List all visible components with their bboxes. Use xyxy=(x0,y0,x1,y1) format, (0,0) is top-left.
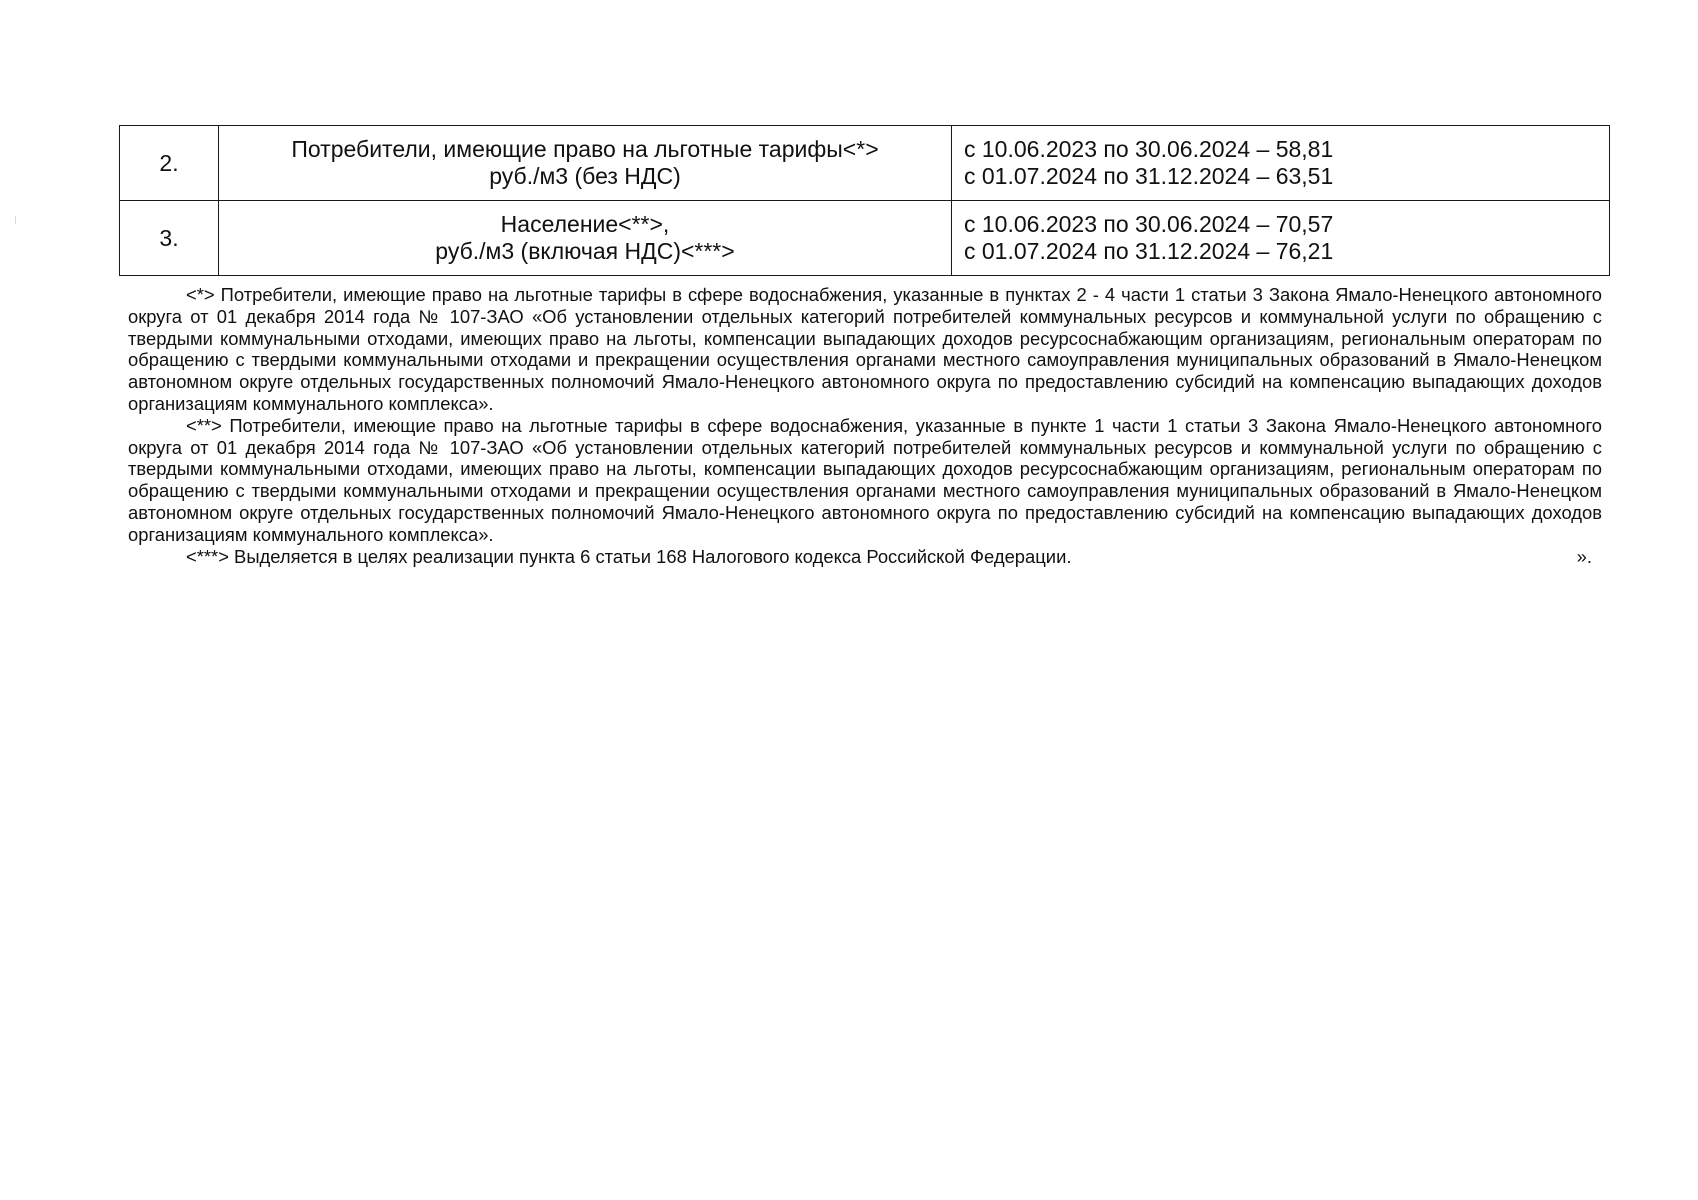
closing-quote-mark: ». xyxy=(1576,545,1592,567)
tariff-values xyxy=(952,201,1610,276)
category-unit-line: руб./м3 (без НДС) xyxy=(489,163,681,189)
category-line: Население<**>, xyxy=(500,211,670,237)
tariff-period-1: с 10.06.2023 по 30.06.2024 – 70,57 xyxy=(964,211,1334,237)
tariff-values xyxy=(952,126,1610,201)
tariff-period-2: с 01.07.2024 по 31.12.2024 – 76,21 xyxy=(964,238,1334,264)
consumer-category xyxy=(219,126,952,201)
footnote-3-text: <***> Выделяется в целях реализации пункта 6 статьи 168 Налогового кодекса Российской Федерации. xyxy=(186,545,1072,567)
footnotes xyxy=(128,284,1602,567)
tariff-period-1: с 10.06.2023 по 30.06.2024 – 58,81 xyxy=(964,136,1334,162)
row-number: 3. xyxy=(120,201,219,276)
category-unit-line: руб./м3 (включая НДС)<***> xyxy=(435,238,735,264)
footnote-1: <*> Потребители, имеющие право на льготные тарифы в сфере водоснабжения, указанные в пунктах 2 - 4 части 1 статьи 3 Закона Ямало-Ненецкого автономного округа от 01 декабря 2014 года № 107-ЗАО «Об установлении отдельных категорий потребителей коммунальных ресурсов и коммунальной услуги по обращению с твердыми коммунальными отходами, имеющих право на льготы, компенсации выпадающих доходов ресурсоснабжающим организациям, региональным операторам по обращению с твердыми коммунальными отходами и прекращении осуществления органами местного самоуправления муниципальных образований в Ямало-Ненецком автономном округе отдельных государственных полномочий Ямало-Ненецкого автономного округа по предоставлению субсидий на компенсацию выпадающих доходов организациям коммунального комплекса». xyxy=(128,284,1602,414)
table-row xyxy=(120,126,1610,201)
consumer-category xyxy=(219,201,952,276)
tariff-table xyxy=(119,125,1610,276)
row-number: 2. xyxy=(120,126,219,201)
scan-mark xyxy=(15,216,16,224)
table-row xyxy=(120,201,1610,276)
footnote-3 xyxy=(128,546,1602,568)
tariff-period-2: с 01.07.2024 по 31.12.2024 – 63,51 xyxy=(964,163,1334,189)
footnote-2: <**> Потребители, имеющие право на льготные тарифы в сфере водоснабжения, указанные в пункте 1 части 1 статьи 3 Закона Ямало-Ненецкого автономного округа от 01 декабря 2014 года № 107-ЗАО «Об установлении отдельных категорий потребителей коммунальных ресурсов и коммунальной услуги по обращению с твердыми коммунальными отходами, имеющих право на льготы, компенсации выпадающих доходов ресурсоснабжающим организациям, региональным операторам по обращению с твердыми коммунальными отходами и прекращении осуществления органами местного самоуправления муниципальных образований в Ямало-Ненецком автономном округе отдельных государственных полномочий Ямало-Ненецкого автономного округа по предоставлению субсидий на компенсацию выпадающих доходов организациям коммунального комплекса». xyxy=(128,414,1602,545)
category-line: Потребители, имеющие право на льготные тарифы<*> xyxy=(291,136,879,162)
